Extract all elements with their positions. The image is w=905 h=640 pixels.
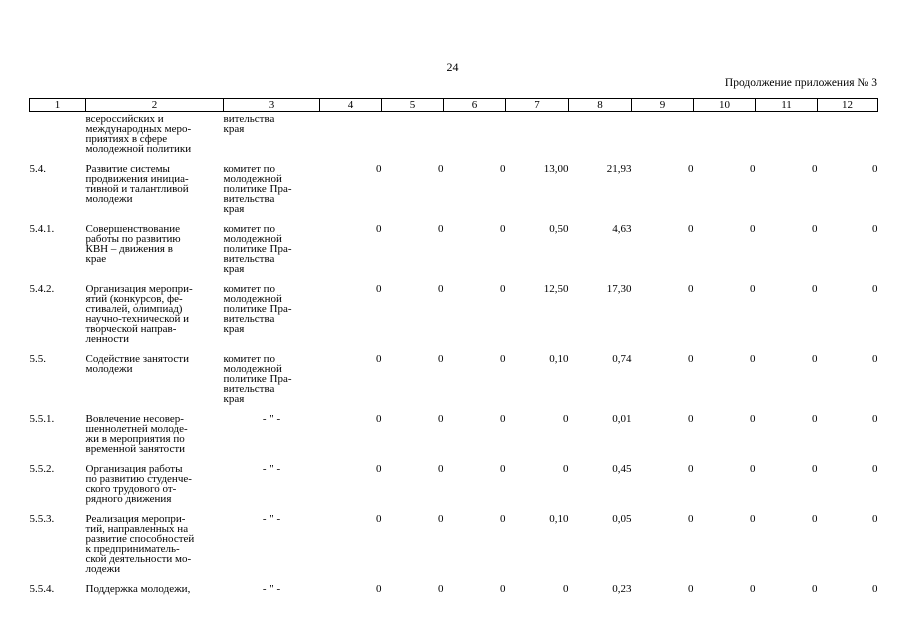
item-number: 5.5. (29, 353, 46, 365)
item-description (86, 218, 224, 278)
value-col-9: 0 (688, 163, 694, 175)
value-col-11 (756, 112, 818, 159)
value-col-7: 0,10 (549, 353, 569, 365)
value-col-12: 0 (872, 583, 878, 595)
value-col-8: 0,74 (612, 353, 632, 365)
item-description (86, 348, 224, 408)
value-col-11: 0 (812, 223, 818, 235)
value-col-9: 0 (688, 283, 694, 295)
table-row (30, 508, 878, 578)
value-col-5: 0 (438, 283, 444, 295)
description-line: лодежи (85, 563, 121, 575)
description-line: работы по развитию (85, 233, 181, 245)
responsible-executor (224, 508, 320, 578)
item-description (86, 112, 224, 159)
value-col-6: 0 (500, 583, 506, 595)
column-header-1: 1 (30, 99, 86, 112)
value-col-12: 0 (872, 283, 878, 295)
column-header-2: 2 (86, 99, 224, 112)
value-col-5: 0 (438, 163, 444, 175)
responsible-executor (224, 112, 320, 159)
table-row (30, 158, 878, 218)
description-line: приятиях в сфере (85, 133, 168, 145)
column-header-11: 11 (756, 99, 818, 112)
value-col-4: 0 (376, 353, 382, 365)
executor-line: молодежной (223, 173, 282, 185)
value-col-12: 0 (872, 463, 878, 475)
value-col-8: 21,93 (606, 163, 632, 175)
description-line: Организация работы (85, 463, 183, 475)
value-col-6: 0 (500, 513, 506, 525)
value-col-11: 0 (812, 513, 818, 525)
responsible-executor (224, 578, 320, 598)
executor-line: комитет по (223, 163, 276, 175)
value-col-10: 0 (750, 163, 756, 175)
table-row (30, 278, 878, 348)
description-line: продвижения инициа- (85, 173, 189, 185)
value-col-9: 0 (688, 223, 694, 235)
value-col-12: 0 (872, 513, 878, 525)
value-col-8: 0,05 (612, 513, 632, 525)
executor-line: политике Пра- (223, 183, 292, 195)
executor-line: края (223, 123, 245, 135)
value-col-10: 0 (750, 513, 756, 525)
table-row (30, 458, 878, 508)
description-line: молодежи (85, 363, 133, 375)
item-number: 5.5.2. (29, 463, 55, 475)
description-line: Поддержка молодежи, (85, 583, 191, 595)
executor-line: - " - (262, 413, 281, 425)
value-col-6: 0 (500, 353, 506, 365)
value-col-11: 0 (812, 283, 818, 295)
responsible-executor (224, 278, 320, 348)
value-col-7: 0 (563, 583, 569, 595)
value-col-9 (632, 112, 694, 159)
description-line: по развитию студенче- (85, 473, 192, 485)
executor-line: вительства (223, 253, 275, 265)
executor-line: края (223, 203, 245, 215)
table-row (30, 578, 878, 598)
value-col-5: 0 (438, 353, 444, 365)
executor-line: молодежной (223, 293, 282, 305)
executor-line: - " - (262, 583, 281, 595)
item-description (86, 408, 224, 458)
continuation-label: Продолжение приложения № 3 (724, 77, 877, 89)
executor-line: молодежной (223, 363, 282, 375)
description-line: развитие способностей (85, 533, 195, 545)
page-number: 24 (446, 60, 459, 74)
value-col-4: 0 (376, 223, 382, 235)
value-col-5: 0 (438, 513, 444, 525)
description-line: крае (85, 253, 107, 265)
value-col-7: 0,50 (549, 223, 569, 235)
value-col-9: 0 (688, 463, 694, 475)
description-line: международных меро- (85, 123, 192, 135)
column-header-4: 4 (320, 99, 382, 112)
description-line: Содействие занятости (85, 353, 189, 365)
executor-line: вительства (223, 313, 275, 325)
executor-line: политике Пра- (223, 373, 292, 385)
value-col-9: 0 (688, 513, 694, 525)
executor-line: вительства (223, 113, 275, 125)
value-col-9: 0 (688, 353, 694, 365)
description-line: временной занятости (85, 443, 186, 455)
description-line: тий, направленных на (85, 523, 189, 535)
responsible-executor (224, 408, 320, 458)
value-col-8: 17,30 (606, 283, 632, 295)
value-col-4: 0 (376, 413, 382, 425)
description-line: Реализация меропри- (85, 513, 186, 525)
value-col-5: 0 (438, 413, 444, 425)
description-line: Организация меропри- (85, 283, 193, 295)
executor-line: комитет по (223, 283, 276, 295)
description-line: всероссийских и (85, 113, 164, 125)
description-line: рядного движения (85, 493, 172, 505)
executor-line: вительства (223, 193, 275, 205)
table-row (30, 112, 878, 159)
value-col-4: 0 (376, 513, 382, 525)
executor-line: края (223, 393, 245, 405)
responsible-executor (224, 348, 320, 408)
value-col-11: 0 (812, 583, 818, 595)
description-line: КВН – движения в (85, 243, 173, 255)
value-col-10 (694, 112, 756, 159)
description-line: Совершенствование (85, 223, 180, 235)
executor-line: - " - (262, 463, 281, 475)
item-description (86, 508, 224, 578)
value-col-5 (382, 112, 444, 159)
description-line: ской деятельности мо- (85, 553, 192, 565)
value-col-12: 0 (872, 223, 878, 235)
value-col-5: 0 (438, 463, 444, 475)
value-col-11: 0 (812, 463, 818, 475)
value-col-10: 0 (750, 463, 756, 475)
executor-line: - " - (262, 513, 281, 525)
value-col-6: 0 (500, 223, 506, 235)
responsible-executor (224, 458, 320, 508)
value-col-7: 0 (563, 463, 569, 475)
description-line: ского трудового от- (85, 483, 177, 495)
description-line: молодежи (85, 193, 133, 205)
description-line: тивной и талантливой (85, 183, 189, 195)
executor-line: края (223, 263, 245, 275)
value-col-6: 0 (500, 163, 506, 175)
item-number: 5.4. (29, 163, 46, 175)
column-header-9: 9 (632, 99, 694, 112)
value-col-5: 0 (438, 223, 444, 235)
item-number: 5.5.4. (29, 583, 55, 595)
value-col-12: 0 (872, 413, 878, 425)
column-header-12: 12 (818, 99, 878, 112)
value-col-8: 0,45 (612, 463, 632, 475)
description-line: жи в мероприятия по (85, 433, 185, 445)
executor-line: комитет по (223, 353, 276, 365)
value-col-10: 0 (750, 223, 756, 235)
item-number: 5.4.1. (29, 223, 55, 235)
value-col-7: 0,10 (549, 513, 569, 525)
value-col-7: 13,00 (543, 163, 569, 175)
table-body (30, 112, 878, 599)
value-col-4: 0 (376, 163, 382, 175)
value-col-11: 0 (812, 163, 818, 175)
value-col-4: 0 (376, 463, 382, 475)
item-number: 5.5.1. (29, 413, 55, 425)
value-col-10: 0 (750, 583, 756, 595)
value-col-4: 0 (376, 283, 382, 295)
executor-line: комитет по (223, 223, 276, 235)
value-col-12 (818, 112, 878, 159)
column-header-3: 3 (224, 99, 320, 112)
table-row (30, 348, 878, 408)
value-col-12: 0 (872, 353, 878, 365)
executor-line: политике Пра- (223, 243, 292, 255)
description-line: Развитие системы (85, 163, 170, 175)
executor-line: края (223, 323, 245, 335)
value-col-4: 0 (376, 583, 382, 595)
column-header-6: 6 (444, 99, 506, 112)
value-col-9: 0 (688, 583, 694, 595)
value-col-4 (320, 112, 382, 159)
value-col-7 (506, 112, 569, 159)
description-line: творческой направ- (85, 323, 177, 335)
description-line: Вовлечение несовер- (85, 413, 184, 425)
item-number: 5.4.2. (29, 283, 55, 295)
executor-line: вительства (223, 383, 275, 395)
description-line: ятий (конкурсов, фе- (85, 293, 183, 305)
item-description (86, 458, 224, 508)
value-col-10: 0 (750, 413, 756, 425)
responsible-executor (224, 218, 320, 278)
description-line: стивалей, олимпиад) (85, 303, 183, 315)
column-header-5: 5 (382, 99, 444, 112)
value-col-10: 0 (750, 283, 756, 295)
description-line: ленности (85, 333, 129, 345)
item-description (86, 158, 224, 218)
value-col-10: 0 (750, 353, 756, 365)
item-number: 5.5.3. (29, 513, 55, 525)
table-row (30, 408, 878, 458)
description-line: научно-технической и (85, 313, 189, 325)
value-col-11: 0 (812, 353, 818, 365)
item-description (86, 578, 224, 598)
value-col-5: 0 (438, 583, 444, 595)
executor-line: молодежной (223, 233, 282, 245)
value-col-8: 0,01 (612, 413, 632, 425)
column-header-8: 8 (569, 99, 632, 112)
value-col-8: 0,23 (612, 583, 632, 595)
value-col-7: 12,50 (543, 283, 569, 295)
value-col-6 (444, 112, 506, 159)
value-col-8 (569, 112, 632, 159)
header-row (30, 99, 878, 112)
column-header-10: 10 (694, 99, 756, 112)
item-number (30, 112, 86, 159)
description-line: молодежной политики (85, 143, 192, 155)
value-col-8: 4,63 (612, 223, 632, 235)
value-col-12: 0 (872, 163, 878, 175)
description-line: к предприниматель- (85, 543, 180, 555)
value-col-6: 0 (500, 413, 506, 425)
value-col-6: 0 (500, 283, 506, 295)
executor-line: политике Пра- (223, 303, 292, 315)
description-line: шеннолетней молоде- (85, 423, 188, 435)
value-col-11: 0 (812, 413, 818, 425)
value-col-9: 0 (688, 413, 694, 425)
table-row (30, 218, 878, 278)
item-description (86, 278, 224, 348)
column-header-7: 7 (506, 99, 569, 112)
value-col-6: 0 (500, 463, 506, 475)
value-col-7: 0 (563, 413, 569, 425)
budget-table (29, 98, 878, 598)
responsible-executor (224, 158, 320, 218)
